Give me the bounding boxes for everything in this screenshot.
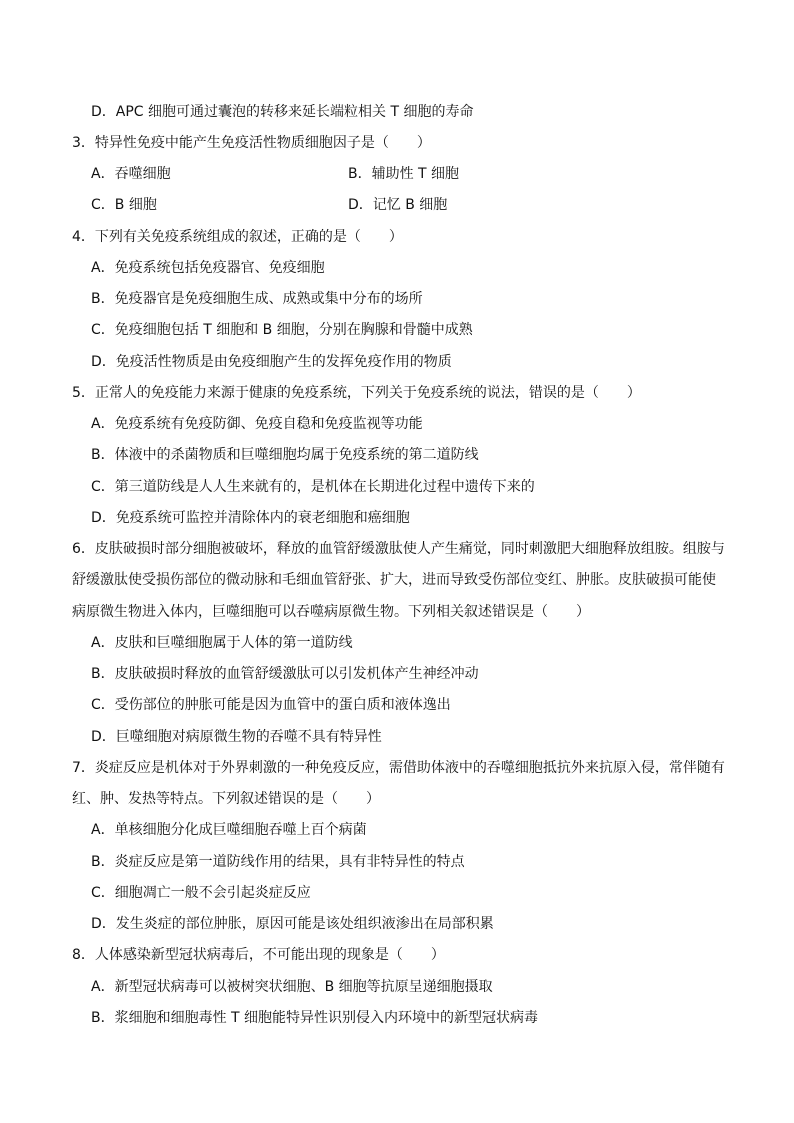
q5-option-c: C．第三道防线是人人生来就有的，是机体在长期进化过程中遗传下来的 xyxy=(91,479,535,495)
q6-option-c: C．受伤部位的肿胀可能是因为血管中的蛋白质和液体逸出 xyxy=(91,697,451,713)
q7-stem-line1: 7．炎症反应是机体对于外界刺激的一种免疫反应，需借助体液中的吞噬细胞抵抗外来抗原入侵，常伴随有 xyxy=(72,760,725,776)
q3-stem: 3．特异性免疫中能产生免疫活性物质细胞因子是（ ） xyxy=(72,135,431,151)
q6-stem-line1: 6．皮肤破损时部分细胞被破坏，释放的血管舒缓激肽使人产生痛觉，同时刺激肥大细胞释放组胺。组胺与 xyxy=(72,541,725,557)
q7-option-c: C．细胞凋亡一般不会引起炎症反应 xyxy=(91,885,311,901)
q3-option-d: D．记忆 B 细胞 xyxy=(348,197,448,213)
q3-option-c: C．B 细胞 xyxy=(91,197,157,213)
q8-option-a: A．新型冠状病毒可以被树突状细胞、B 细胞等抗原呈递细胞摄取 xyxy=(91,979,493,995)
q5-option-d: D．免疫系统可监控并清除体内的衰老细胞和癌细胞 xyxy=(91,510,410,526)
q6-stem-line2: 舒缓激肽使受损伤部位的微动脉和毛细血管舒张、扩大，进而导致受伤部位变红、肿胀。皮肤破损可能使 xyxy=(72,572,716,588)
q7-option-d: D．发生炎症的部位肿胀，原因可能是该处组织液渗出在局部积累 xyxy=(91,916,494,932)
q7-option-b: B．炎症反应是第一道防线作用的结果，具有非特异性的特点 xyxy=(91,854,465,870)
q4-option-c: C．免疫细胞包括 T 细胞和 B 细胞，分别在胸腺和骨髓中成熟 xyxy=(91,322,473,338)
q6-option-b: B．皮肤破损时释放的血管舒缓激肽可以引发机体产生神经冲动 xyxy=(91,666,479,682)
q8-stem: 8．人体感染新型冠状病毒后，不可能出现的现象是（ ） xyxy=(72,947,445,963)
q7-option-a: A．单核细胞分化成巨噬细胞吞噬上百个病菌 xyxy=(91,822,367,838)
q4-option-d: D．免疫活性物质是由免疫细胞产生的发挥免疫作用的物质 xyxy=(91,354,452,370)
q6-option-a: A．皮肤和巨噬细胞属于人体的第一道防线 xyxy=(91,635,353,651)
q2-option-d: D．APC 细胞可通过囊泡的转移来延长端粒相关 T 细胞的寿命 xyxy=(91,104,474,120)
q6-option-d: D．巨噬细胞对病原微生物的吞噬不具有特异性 xyxy=(91,729,382,745)
q5-option-a: A．免疫系统有免疫防御、免疫自稳和免疫监视等功能 xyxy=(91,416,423,432)
q4-option-a: A．免疫系统包括免疫器官、免疫细胞 xyxy=(91,260,325,276)
q8-option-b: B．浆细胞和细胞毒性 T 细胞能特异性识别侵入内环境中的新型冠状病毒 xyxy=(91,1010,539,1026)
q6-stem-line3: 病原微生物进入体内，巨噬细胞可以吞噬病原微生物。下列相关叙述错误是（ ） xyxy=(72,604,590,620)
q4-option-b: B．免疫器官是免疫细胞生成、成熟或集中分布的场所 xyxy=(91,291,423,307)
q5-stem: 5．正常人的免疫能力来源于健康的免疫系统，下列关于免疫系统的说法，错误的是（ ） xyxy=(72,385,641,401)
q3-option-b: B．辅助性 T 细胞 xyxy=(348,166,460,182)
q7-stem-line2: 红、肿、发热等特点。下列叙述错误的是（ ） xyxy=(72,791,380,807)
q3-option-a: A．吞噬细胞 xyxy=(91,166,171,182)
q4-stem: 4．下列有关免疫系统组成的叙述，正确的是（ ） xyxy=(72,229,403,245)
q5-option-b: B．体液中的杀菌物质和巨噬细胞均属于免疫系统的第二道防线 xyxy=(91,447,479,463)
